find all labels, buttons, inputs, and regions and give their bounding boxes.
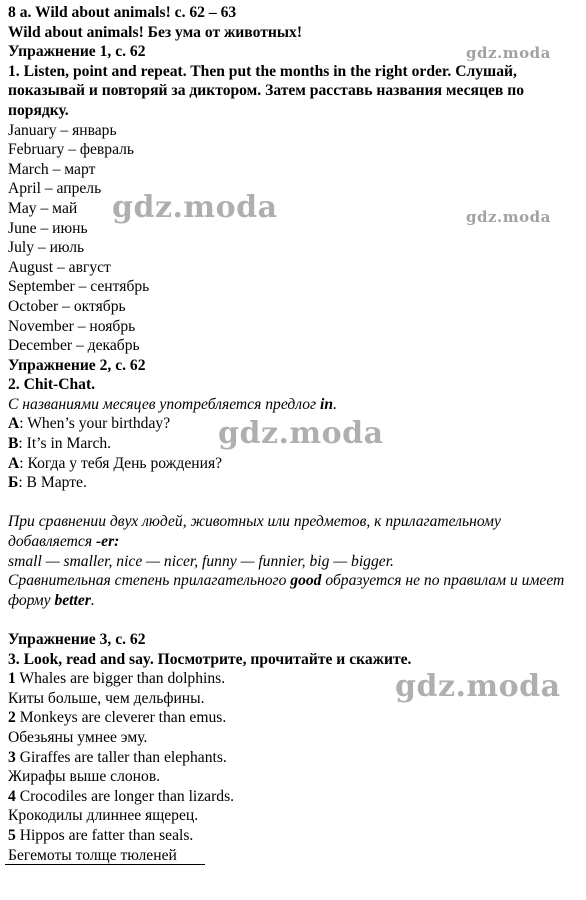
sentence-ru: Киты больше, чем дельфины. [8,689,205,707]
month-item: February – февраль [8,141,135,159]
sentence-ru: Обезьяны умнее эму. [8,728,148,746]
sentence-text: Crocodiles are longer than lizards. [15,787,235,805]
sentence-text: Hippos are fatter than seals. [15,826,194,844]
sentence-number: 4 [8,787,16,805]
sentence-text: Monkeys are cleverer than emus. [15,709,227,727]
speaker-label: А [8,454,20,472]
grammar-rule-comparative [8,512,583,551]
grammar-rule-good [8,571,583,610]
exercise-2-header: Упражнение 2, с. 62 [8,356,146,374]
speaker-label: B [8,435,19,453]
dialogue-line [8,414,583,434]
grammar-rule2-end: . [90,591,95,609]
sentence-en [8,826,583,846]
exercise-1-header: Упражнение 1, с. 62 [8,43,146,61]
grammar-rule2-a: Сравнительная степень прилагательного [8,572,291,590]
dialogue-text: : When’s your birthday? [19,415,171,433]
grammar-word-better: better [54,591,91,609]
grammar-suffix: -er: [95,533,120,551]
sentence-ru: Крокодилы длиннее ящерец. [8,807,199,825]
sentence-en [8,787,583,807]
watermark: gdz.moda [112,190,278,225]
sentence-en [8,669,583,689]
rule-word-in: in [320,395,334,413]
watermark: gdz.moda [218,416,384,451]
exercise-2-rule [8,395,583,415]
exercise-3-header: Упражнение 3, с. 62 [8,631,146,648]
watermark: gdz.moda [466,44,551,62]
watermark: gdz.moda [466,208,551,226]
sentence-number: 2 [8,709,16,727]
month-item: March – март [8,160,96,178]
spacer [8,610,583,630]
sentence-text: Giraffes are taller than elephants. [15,748,227,766]
month-item: October – октябрь [8,297,126,315]
sentence-number: 5 [8,826,16,844]
month-item: January – январь [8,121,117,139]
sentence-number: 1 [8,670,16,688]
exercise-2-title: 2. Chit-Chat. [8,376,96,394]
document-body [8,3,583,865]
exercise-3-instruction: 3. Look, read and say. Посмотрите, прочитайте и скажите. [8,650,412,668]
grammar-word-good: good [290,572,322,590]
grammar-rule-text: При сравнении двух людей, животных или предметов, к прилагательному добавляется [8,513,501,551]
dialogue-line [8,434,583,454]
watermark: gdz.moda [395,669,561,704]
speaker-label: A [8,415,20,433]
rule-end: . [333,395,337,413]
grammar-examples: small — smaller, nice — nicer, funny — funnier, big — bigger. [8,552,394,570]
footer-rule [5,864,205,865]
sentence-en [8,708,583,728]
dialogue-text: : Когда у тебя День рождения? [19,454,223,472]
lesson-subtitle: Wild about animals! Без ума от животных! [8,23,303,41]
dialogue-line [8,473,583,493]
month-item: August – август [8,258,111,276]
month-item: May – май [8,199,78,217]
dialogue [8,414,583,492]
dialogue-line [8,454,583,474]
month-item: September – сентябрь [8,278,150,296]
sentences-list [8,669,583,865]
month-item: December – декабрь [8,337,140,355]
month-item: November – ноябрь [8,317,136,335]
lesson-title: 8 a. Wild about animals! с. 62 – 63 [8,4,237,21]
exercise-1-instruction: 1. Listen, point and repeat. Then put the months in the right order. Слушай, показывай и повторяй за диктором. Затем расставь названия месяцев по порядку. [8,62,525,119]
speaker-label: Б [8,474,19,492]
dialogue-text: : It’s in March. [18,435,112,453]
dialogue-text: : В Марте. [18,474,87,492]
grammar-rule2-b: образуется не по правилам и имеет форму [8,572,565,609]
months-list [8,121,583,356]
spacer [8,493,583,513]
sentence-text: Whales are bigger than dolphins. [15,670,226,688]
month-item: July – июль [8,239,85,257]
month-item: June – июнь [8,219,88,237]
sentence-number: 3 [8,748,16,766]
sentence-ru: Жирафы выше слонов. [8,768,161,786]
sentence-en [8,748,583,768]
rule-text: С названиями месяцев употребляется предлог [8,395,321,413]
sentence-ru: Бегемоты толще тюленей [8,846,177,864]
month-item: April – апрель [8,180,102,198]
